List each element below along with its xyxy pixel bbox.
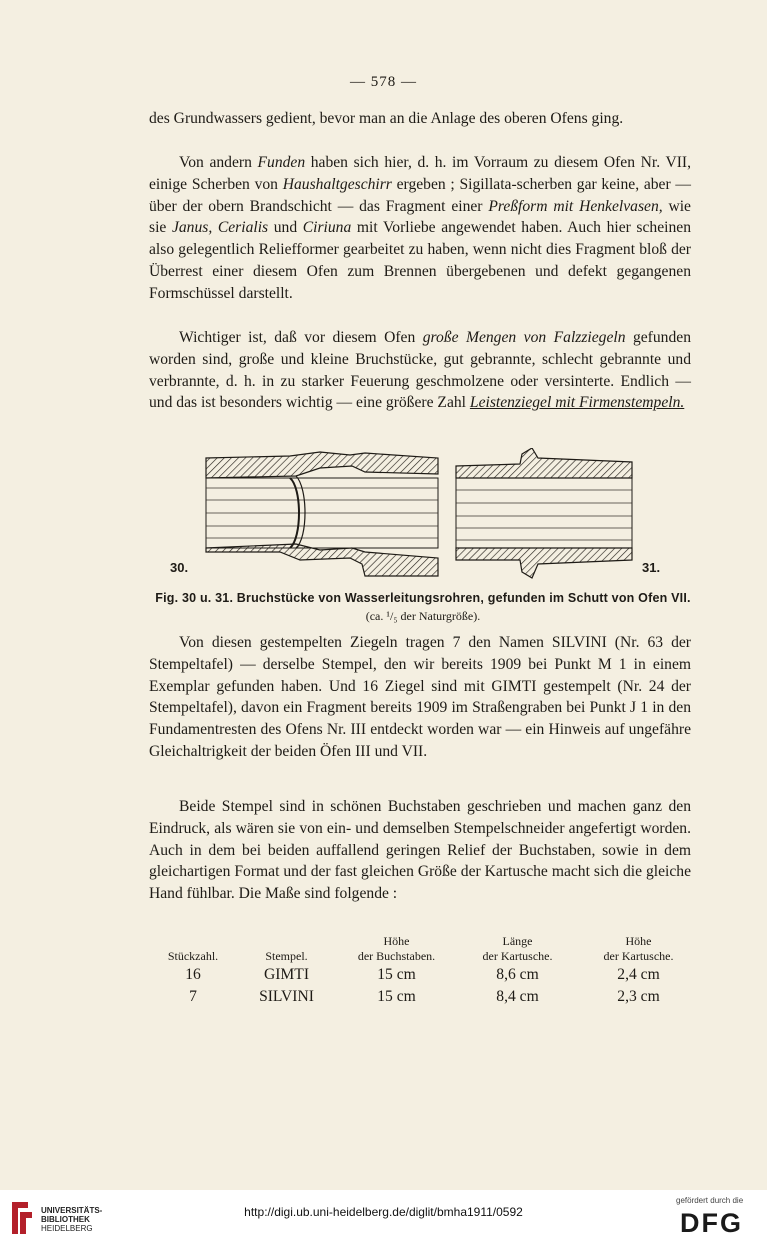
table-header-row: Stückzahl. Stempel. der Buchstaben. der Kartusche. der Kartusche.: [167, 949, 674, 963]
figure-pipe-fragments: [170, 448, 670, 588]
paragraph-3: Wichtiger ist, daß vor diesem Ofen große Mengen von Falzziegeln gefunden worden sind, große und kleine Bruchstücke, gut gebrannte, schlecht gebrannte und verbrannte, d. h. in zu starker Feuerung geschmolzene oder versinterte. Endlich — und das ist besonders wichtig — eine größere Zahl Leistenziegel mit Firmenstempeln.: [149, 329, 691, 412]
paragraph-5: [149, 796, 691, 905]
table-row: 16 GIMTI 15 cm 8,6 cm 2,4 cm: [185, 966, 660, 983]
figure-30-drawing: [206, 452, 438, 576]
table-header-row-top: Höhe Länge Höhe: [383, 934, 652, 948]
source-url-link[interactable]: http://digi.ub.uni-heidelberg.de/diglit/bmha1911/0592: [244, 1205, 523, 1219]
figure-31-label: 31.: [642, 560, 661, 575]
page-number: — 578 —: [350, 74, 417, 90]
paragraph-2: Von andern Funden haben sich hier, d. h. im Vorraum zu diesem Ofen Nr. VII, einige Scherben von Haushaltgeschirr ergeben ; Sigillata-scherben gar keine, aber — über der obern Brandschicht — das Fragment einer Preßform mit Henkelvasen, wie sie Janus, Cerialis und Ciriuna mit Vorliebe angewendet haben. Auch hier scheinen also gelegentlich Reliefformer gearbeitet zu haben, wenn nicht dies Fragment bloß der Überrest einer diesem Ofen zum Brennen übergebenen und defekt gegangenen Formschüssel darstellt.: [149, 154, 691, 302]
figure-30-label: 30.: [170, 560, 189, 575]
pipe-drawings: [170, 448, 670, 588]
funding-text: gefördert durch die: [676, 1196, 744, 1205]
paragraph-1-text: des Grundwassers gedient, bevor man an die Anlage des oberen Ofens ging.: [149, 110, 624, 127]
paragraph-5-text: Beide Stempel sind in schönen Buchstaben geschrieben und machen ganz den Eindruck, als wären sie von ein- und demselben Stempelschneider angefertigt worden. Auch in dem bei beiden auffallend geringen Relief der Buchstaben, sowie in dem gleichartigen Format und der fast gleichen Größe der Kartusche macht sich die gleiche Hand fühlbar. Die Maße sind folgende :: [149, 798, 691, 903]
figure-31-drawing: [456, 448, 632, 578]
figure-caption: Fig. 30 u. 31. Bruchstücke von Wasserleitungsrohren, gefunden im Schutt von Ofen VII.: [155, 591, 691, 605]
paragraph-4: [149, 632, 691, 763]
measurements-table: [149, 934, 699, 1008]
table-row: 7 SILVINI 15 cm 8,4 cm 2,3 cm: [189, 988, 660, 1005]
library-name: UNIVERSITÄTS- BIBLIOTHEK HEIDELBERG: [41, 1206, 103, 1233]
dfg-logo: DFG: [680, 1208, 743, 1238]
paragraph-1: [149, 108, 691, 130]
paragraph-4-text: Von diesen gestempelten Ziegeln tragen 7 den Namen SILVINI (Nr. 63 der Stempeltafel) — derselbe Stempel, den wir bereits 1909 bei Punkt M 1 in einem Exemplar gefunden haben. Und 16 Ziegel sind mit GIMTI gestempelt (Nr. 24 der Stempeltafel), davon ein Fragment bereits 1909 im Straßengraben bei Punkt J 1 in den Fundamentresten des Ofens Nr. III entdeckt worden war — ein Hinweis auf ungefähre Gleichaltrigkeit der beiden Öfen III und VII.: [149, 634, 691, 760]
figure-caption-scale: (ca. ¹/₅ der Naturgröße).: [365, 609, 481, 623]
